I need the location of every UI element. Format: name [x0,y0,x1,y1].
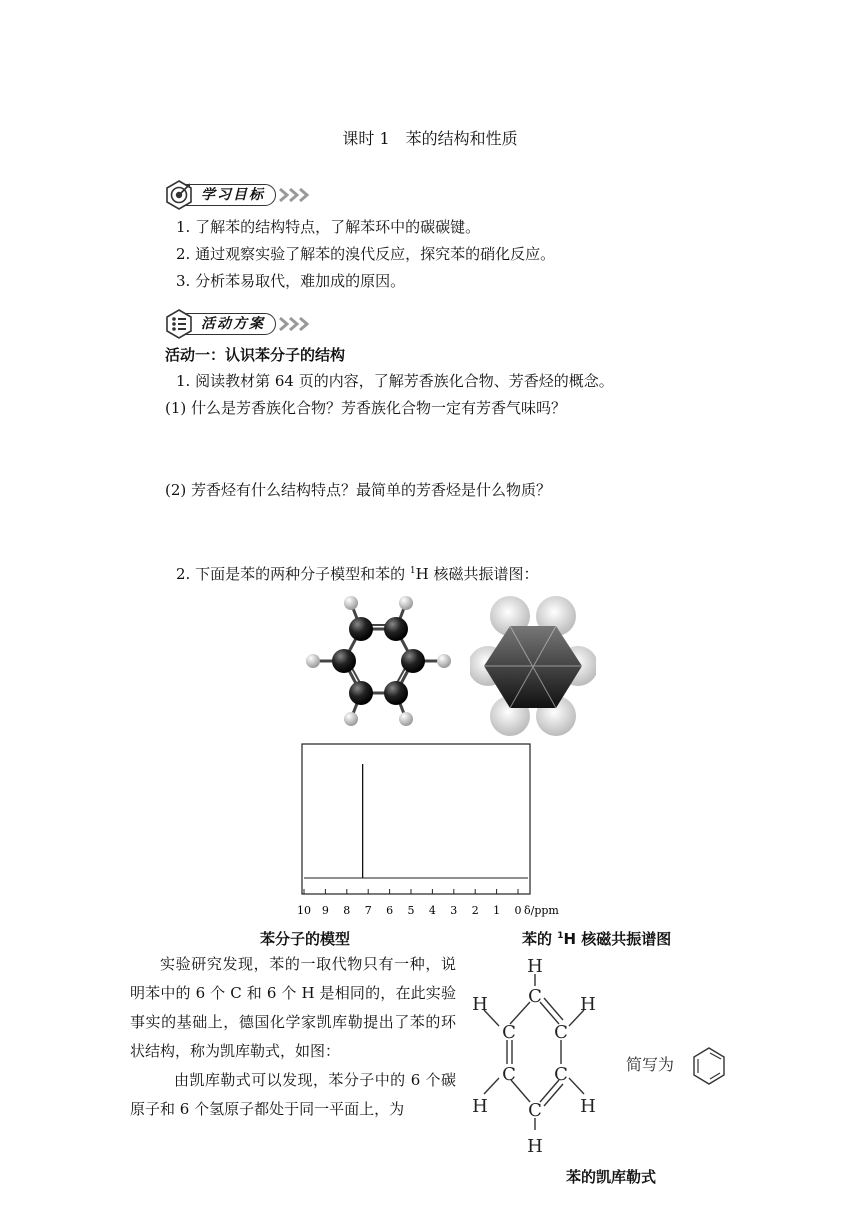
question-1a: (1) 什么是芳香族化合物？芳香族化合物一定有芳香气味吗？ [165,399,567,417]
nmr-caption [522,928,671,949]
paragraph-1: 实验研究发现，苯的一取代物只有一种，说明苯中的 6 个 C 和 6 个 H 是相同的，在此实验事实的基础上，德国化学家凯库勒提出了苯的环状结构，称为凯库勒式，如图： [130,955,456,1060]
nmr-tick-label: 0 [514,904,522,917]
kekule-caption: 苯的凯库勒式 [566,1168,657,1186]
section-goals-label: 学习目标 [201,187,265,203]
goal-item: 3. 分析苯易取代，难加成的原因。 [176,272,406,290]
atom-h: H [472,1096,488,1117]
atom-c: C [554,1064,568,1085]
atom-c: C [554,1022,568,1043]
atom-h: H [580,1096,596,1117]
superscript: 1 [409,566,416,576]
nmr-tick-label: 9 [321,904,329,917]
atom-c: C [502,1064,516,1085]
question-1b: (2) 芳香烃有什么结构特点？最简单的芳香烃是什么物质？ [165,481,552,499]
nmr-tick-label: 10 [297,904,311,917]
model-caption: 苯分子的模型 [260,930,351,948]
nmr-caption-text-end: H 核磁共振谱图 [563,930,672,948]
atom-h: H [527,1136,543,1157]
atom-h: H [580,994,596,1015]
ball-and-stick-model [296,586,466,736]
nmr-tick-label: 3 [450,904,458,917]
superscript: 1 [557,931,564,941]
nmr-tick-label: 4 [428,904,436,917]
list-icon [163,308,195,340]
atom-c: C [528,986,542,1007]
nmr-tick-label: 8 [343,904,351,917]
page-title: 课时 1 苯的结构和性质 [342,129,518,148]
nmr-caption-text: 苯的 [522,930,558,948]
shorthand-label: 简写为 [626,1055,675,1074]
activity-heading: 活动一：认识苯分子的结构 [165,346,346,364]
nmr-frame [302,744,530,894]
paragraph-2: 由凯库勒式可以发现，苯分子中的 6 个碳原子和 6 个氢原子都处于同一平面上，为 [130,1071,456,1118]
chevron-right-icon [278,316,314,332]
benzene-ring-icon [694,1048,724,1084]
atom-h: H [472,994,488,1015]
goal-item: 2. 通过观察实验了解苯的溴代反应，探究苯的硝化反应。 [176,245,556,263]
question-2 [176,560,538,585]
nmr-tick-label: 6 [386,904,394,917]
nmr-tick-label: 7 [364,904,372,917]
goal-item: 1. 了解苯的结构特点，了解苯环中的碳碳键。 [176,218,481,236]
nmr-unit-label: δ/ppm [524,904,559,917]
kekule-structure [462,952,734,1162]
nmr-tick-label: 1 [493,904,501,917]
nmr-tick-label: 2 [471,904,479,917]
atom-h: H [527,956,543,977]
question-1: 1. 阅读教材第 64 页的内容，了解芳香族化合物、芳香烃的概念。 [176,372,614,390]
atom-c: C [528,1100,542,1121]
section-activity-label: 活动方案 [201,316,265,332]
nmr-tick-label: 5 [407,904,415,917]
section-badge-goals [168,184,314,206]
nmr-spectrum [296,742,566,920]
question-2-text: 2. 下面是苯的两种分子模型和苯的 [176,565,410,583]
chevron-right-icon [278,187,314,203]
target-icon [163,179,195,211]
atom-c: C [502,1022,516,1043]
section-badge-activity [168,313,314,335]
space-filling-model [470,596,596,736]
question-2-text-end: H 核磁共振谱图： [415,565,539,583]
